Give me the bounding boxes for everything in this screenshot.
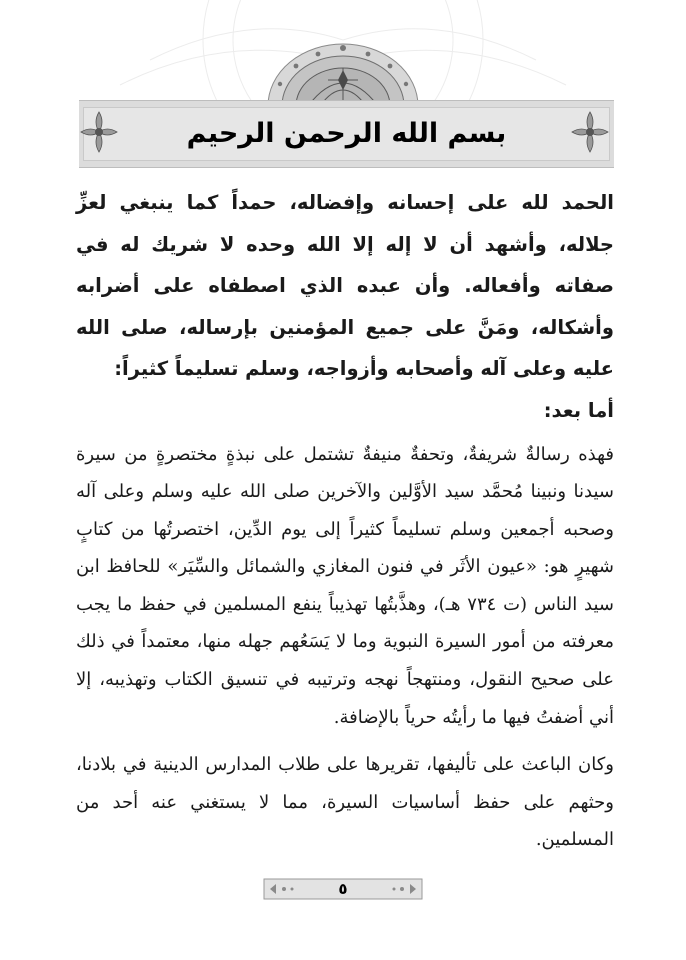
page-number: ٥ (338, 880, 348, 898)
header-medallion-ornament (258, 40, 428, 106)
header-frame (83, 107, 610, 161)
right-rosette-icon (570, 108, 610, 156)
main-content (76, 182, 614, 859)
body-paragraph: وكان الباعث على تأليفها، تقريرها على طلاب المدارس الدينية في بلادنا، وحثهم على حفظ أساسيات السيرة، مما لا يستغني عنه أحد من المسلمين. (76, 754, 614, 851)
header-band (79, 100, 614, 168)
section-heading: أما بعد: (543, 398, 614, 422)
left-rosette-icon (79, 108, 119, 156)
page-footer (258, 876, 428, 902)
intro-paragraph: الحمد لله على إحسانه وإفضاله، حمداً كما ينبغي لعزِّ جلاله، وأشهد أن لا إله إلا الله وحده لا شريك له في صفاته وأفعاله. وأن عبده الذي اصطفاه على أضرابه وأشكاله، ومَنَّ على جميع المؤمنين بإرساله، صلى الله عليه وعلى آله وأصحابه وأزواجه، وسلم تسليماً كثيراً: (76, 191, 614, 380)
body-paragraph: فهذه رسالةٌ شريفةٌ، وتحفةٌ منيفةٌ تشتمل على نبذةٍ مختصرةٍ من سيرة سيدنا ونبينا مُحمَّد سيد الأوَّلين والآخرين صلى الله عليه وسلم وعلى آله وصحبه أجمعين وسلم تسليماً كثيراً إلى يوم الدِّين، اختصرتُها من كتابٍ شهيرٍ هو: «عيون الأثَر في فنون المغازي والشمائل والسِّيَر» للحافظ ابن سيد الناس (ت ٧٣٤ هـ)، وهذَّبتُها تهذيباً ينفع المسلمين في حفظ ما يجب معرفته من أمور السيرة النبوية وما لا يَسَعُهم جهله منها، معتمداً في ذلك على صحيح النقول، ومنتهجاً نهجه وترتيبه في تنسيق الكتاب وتهذيبه، إلا أني أضفتُ فيها ما رأيتُه حرياً بالإضافة. (76, 443, 615, 728)
basmala-title: بسم الله الرحمن الرحيم (186, 118, 507, 149)
